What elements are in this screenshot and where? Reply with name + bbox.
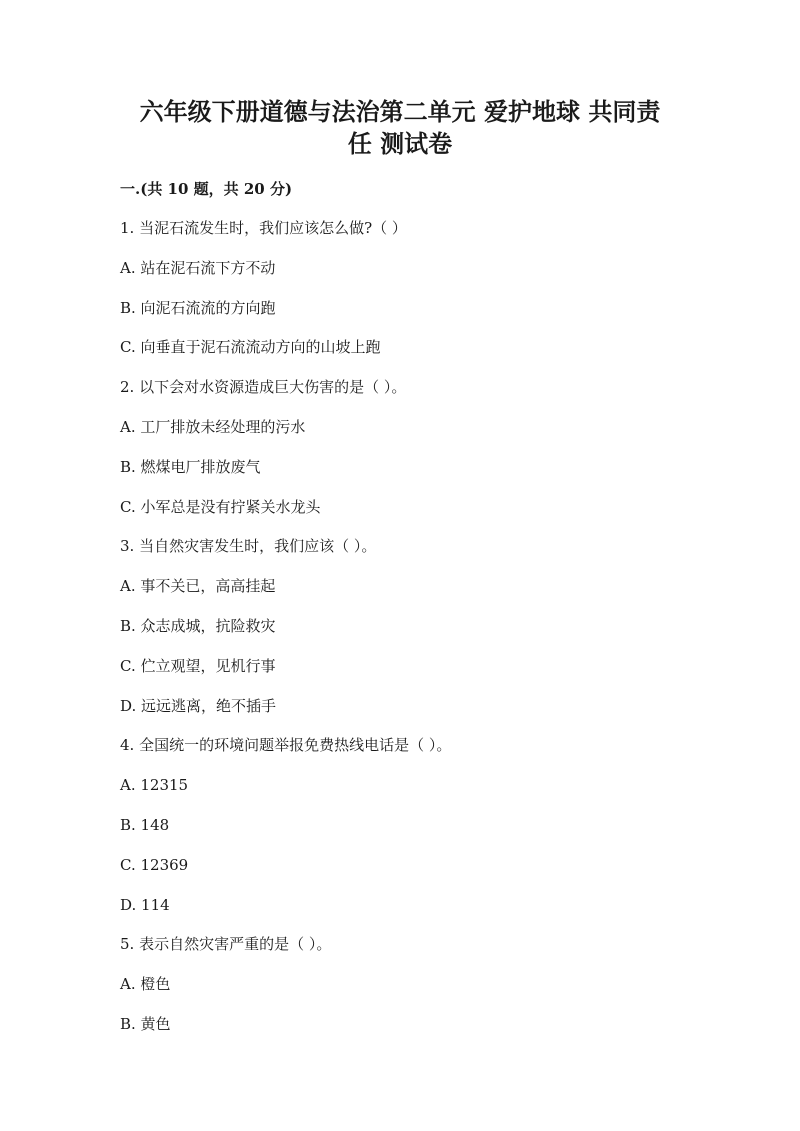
question-4-option-d: D. 114 (120, 895, 170, 914)
question-5-option-b: B. 黄色 (120, 1014, 171, 1033)
question-3-option-a: A. 事不关已，高高挂起 (120, 577, 276, 596)
question-stem-4: 4. 全国统一的环境问题举报免费热线电话是（ ）。 (120, 736, 452, 755)
question-4-option-b: B. 148 (120, 815, 170, 834)
question-2-option-c: C. 小军总是没有拧紧关水龙头 (120, 497, 321, 516)
question-stem-1: 1. 当泥石流发生时，我们应该怎么做?（ ） (120, 219, 407, 237)
question-1-option-b: B. 向泥石流流的方向跑 (120, 298, 276, 317)
question-stem-5: 5. 表示自然灾害严重的是（ ）。 (120, 935, 332, 954)
question-1-option-c: C. 向垂直于泥石流流动方向的山坡上跑 (120, 338, 381, 357)
title-line-1: 六年级下册道德与法治第二单元 爱护地球 共同责 (139, 97, 661, 126)
question-stem-2: 2. 以下会对水资源造成巨大伤害的是（ ）。 (120, 378, 407, 397)
question-4-option-c: C. 12369 (120, 855, 189, 874)
question-1-option-a: A. 站在泥石流下方不动 (120, 258, 276, 277)
question-3-option-b: B. 众志成城，抗险救灾 (120, 616, 276, 635)
title-line-2: 任 测试卷 (347, 129, 453, 158)
question-5-option-a: A. 橙色 (120, 975, 171, 994)
question-2-option-b: B. 燃煤电厂排放废气 (120, 457, 261, 476)
question-2-option-a: A. 工厂排放未经处理的污水 (120, 417, 306, 436)
section-heading: 一.(共 10 题，共 20 分) (120, 180, 293, 198)
question-3-option-d: D. 远远逃离，绝不插手 (120, 696, 277, 715)
question-stem-3: 3. 当自然灾害发生时，我们应该（ ）。 (120, 537, 377, 556)
page-title (120, 96, 680, 160)
question-list (120, 214, 720, 1050)
question-4-option-a: A. 12315 (120, 776, 189, 795)
question-3-option-c: C. 伫立观望，见机行事 (120, 656, 276, 675)
